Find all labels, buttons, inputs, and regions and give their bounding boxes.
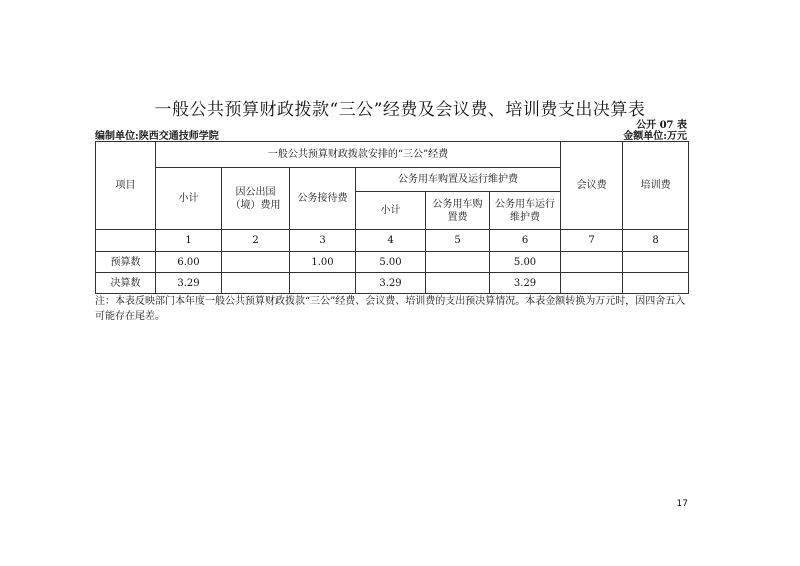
cell-value: 3.29 — [156, 273, 222, 294]
column-number: 6 — [490, 230, 561, 252]
org-label: 编制单位:陕西交通技师学院 — [95, 131, 219, 142]
header-three-public: 一般公共预算财政拨款安排的“三公”经费 — [156, 142, 561, 168]
column-number: 4 — [356, 230, 426, 252]
table-row — [96, 252, 689, 273]
column-number: 7 — [561, 230, 623, 252]
cell-value: 3.29 — [490, 273, 561, 294]
cell-value — [561, 273, 623, 294]
column-number: 5 — [426, 230, 490, 252]
cell-value: 1.00 — [290, 252, 356, 273]
header-vehicle-purchase: 公务用车购置费 — [426, 192, 490, 230]
column-number: 3 — [290, 230, 356, 252]
header-abroad: 因公出国（境）费用 — [222, 168, 290, 230]
expenditure-table — [95, 141, 689, 294]
cell-value — [222, 273, 290, 294]
row-label: 决算数 — [96, 273, 156, 294]
table-note: 注：本表反映部门本年度一般公共预算财政拨款“三公”经费、会议费、培训费的支出预决算情况。本表金额转换为万元时，因四舍五入可能存在尾差。 — [95, 296, 686, 322]
header-vehicle-operation: 公务用车运行维护费 — [490, 192, 561, 230]
header-subtotal: 小计 — [156, 168, 222, 230]
cell-value — [623, 252, 689, 273]
header-meeting: 会议费 — [561, 142, 623, 230]
cell-value: 5.00 — [490, 252, 561, 273]
cell-value: 5.00 — [356, 252, 426, 273]
table-code: 公开 07 表 — [636, 120, 687, 131]
cell-value — [561, 252, 623, 273]
column-number-blank — [96, 230, 156, 252]
header-training: 培训费 — [623, 142, 689, 230]
cell-value — [290, 273, 356, 294]
cell-value — [426, 273, 490, 294]
row-label: 预算数 — [96, 252, 156, 273]
unit-label: 金额单位:万元 — [623, 131, 687, 142]
cell-value — [222, 252, 290, 273]
cell-value — [623, 273, 689, 294]
cell-value: 6.00 — [156, 252, 222, 273]
column-number: 8 — [623, 230, 689, 252]
column-number: 2 — [222, 230, 290, 252]
column-number: 1 — [156, 230, 222, 252]
cell-value — [426, 252, 490, 273]
page-title: 一般公共预算财政拨款“三公”经费及会议费、培训费支出决算表 — [154, 100, 646, 120]
header-item: 项目 — [96, 142, 156, 230]
cell-value: 3.29 — [356, 273, 426, 294]
table-row — [96, 273, 689, 294]
header-reception: 公务接待费 — [290, 168, 356, 230]
page-number: 17 — [676, 499, 688, 509]
header-vehicle: 公务用车购置及运行维护费 — [356, 168, 561, 192]
header-vehicle-subtotal: 小计 — [356, 192, 426, 230]
